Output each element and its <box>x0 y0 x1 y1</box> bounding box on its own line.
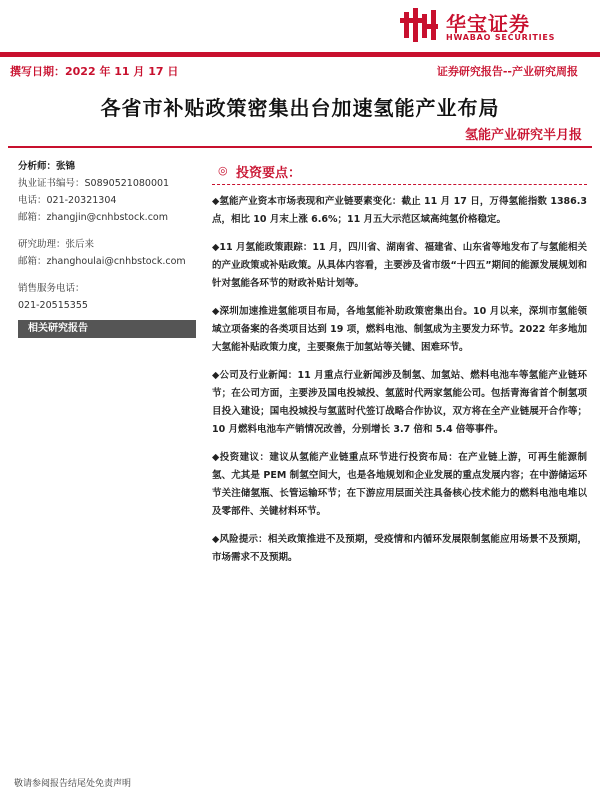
highlight-paragraph: ◆深圳加速推进氢能项目布局，各地氢能补助政策密集出台。10 月以来，深圳市氢能领域立项备案的各类项目达到 19 项，燃料电池、制氢成为主要发力环节。2022 年多地加大氢能补贴政策力度，主要聚焦于加氢站等关键、困难环节。 <box>212 306 587 353</box>
assistant-name: 研究助理：张后来 <box>18 239 95 250</box>
highlight-paragraph: ◆11 月氢能政策跟踪：11 月，四川省、湖南省、福建省、山东省等地发布了与氢能相关的产业政策或补贴政策。从具体内容看，主要涉及省市级“十四五”期间的能源发展规划和针对氢能各环节的财政补贴计划等。 <box>212 242 587 289</box>
company-logo <box>400 6 586 44</box>
logo-chinese-name: 华宝证券 <box>446 12 530 36</box>
sales-label: 销售服务电话： <box>18 283 85 294</box>
assistant-email[interactable]: 邮箱：zhanghoulai@cnhbstock.com <box>18 256 186 267</box>
title-divider <box>8 146 592 148</box>
report-subtitle: 氢能产业研究半月报 <box>464 128 582 143</box>
logo-english-name: HWABAO SECURITIES <box>446 33 556 42</box>
disclaimer-note: 敬请参阅报告结尾处免责声明 <box>14 779 132 789</box>
section-title: 投资要点： <box>236 166 302 181</box>
report-date: 撰写日期：2022 年 11 月 17 日 <box>10 65 179 78</box>
header-red-bar <box>0 52 600 57</box>
analyst-license: 执业证书编号：S0890521080001 <box>18 178 170 189</box>
analyst-sidebar <box>18 158 203 338</box>
highlight-paragraph: ◆风险提示：相关政策推进不及预期，受疫情和内循环发展限制氢能应用场景不及预期，市场需求不及预期。 <box>212 534 587 563</box>
report-title: 各省市补贴政策密集出台加速氢能产业布局 <box>100 96 500 120</box>
target-icon: ◎ <box>218 164 228 177</box>
analyst-name: 分析师：张锦 <box>18 161 76 172</box>
analyst-phone: 电话：021-20321304 <box>18 195 117 206</box>
highlight-paragraph: ◆氢能产业资本市场表现和产业链要素变化：截止 11 月 17 日，万得氢能指数 1386.3 点，相比 10 月末上涨 6.6%；11 月五大示范区域高纯氢价格稳定。 <box>212 196 587 225</box>
sales-phone: 021-20515355 <box>18 300 88 311</box>
analyst-email[interactable]: 邮箱：zhangjin@cnhbstock.com <box>18 212 168 223</box>
section-header <box>212 162 587 185</box>
report-type: 证券研究报告--产业研究周报 <box>436 65 578 78</box>
hwabao-logo-icon <box>400 8 440 42</box>
related-reports-tag: 相关研究报告 <box>18 320 196 338</box>
highlight-paragraph: ◆公司及行业新闻：11 月重点行业新闻涉及制氢、加氢站、燃料电池车等氢能产业链环节；在公司方面，主要涉及国电投城投、氢蓝时代两家氢能公司。包括青海省首个制氢项目投入建设；国电投城投与氢蓝时代签订战略合作协议，双方将在全产业链展开合作等；10 月燃料电池车产销情况改善，分别增长 3.7 倍和 5.4 倍等事件。 <box>212 370 587 435</box>
investment-highlights <box>212 162 587 577</box>
highlight-paragraph: ◆投资建议：建议从氢能产业链重点环节进行投资布局：在产业链上游，可再生能源制氢、尤其是 PEM 制氢空间大，也是各地规划和企业发展的重点发展内容；在中游储运环节关注储氢瓶、长管运输环节；在下游应用层面关注具备核心技术能力的燃料电池电堆以及零部件、关键材料环节。 <box>212 452 587 517</box>
